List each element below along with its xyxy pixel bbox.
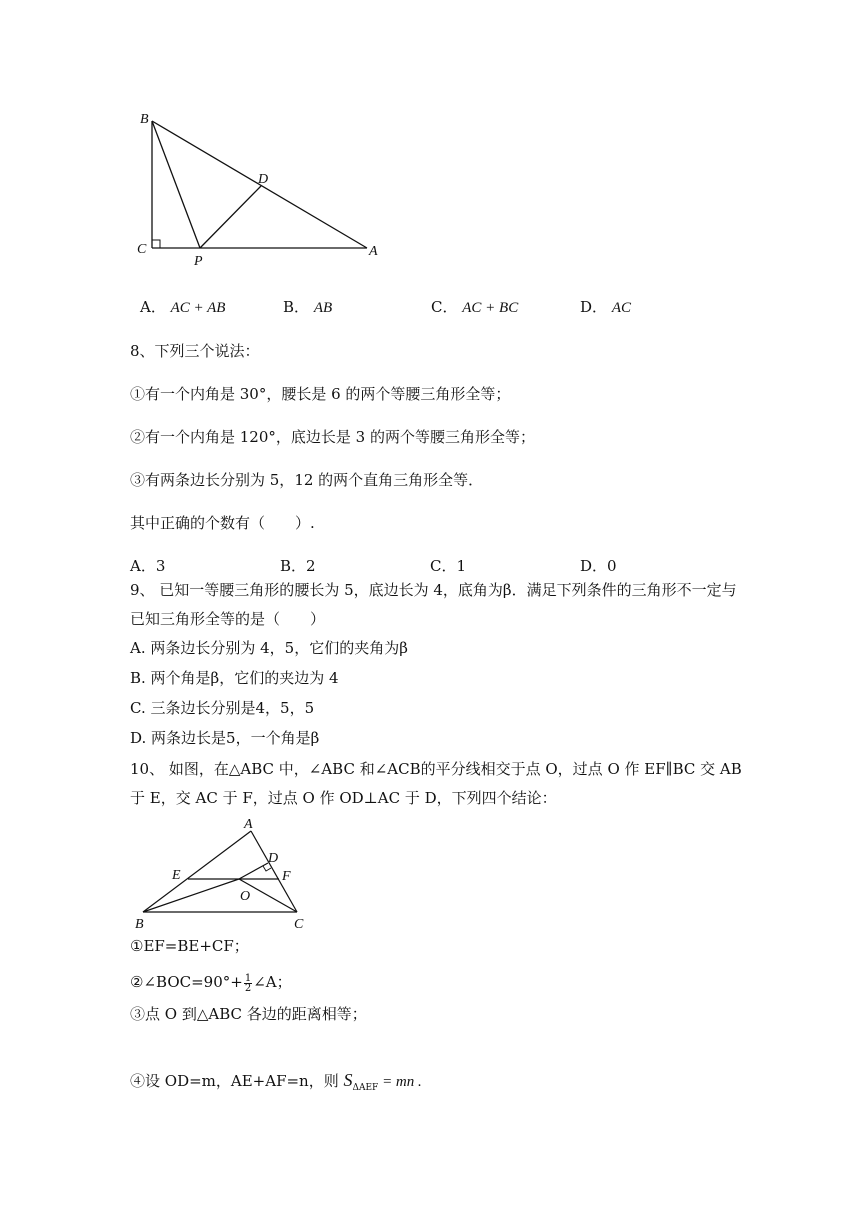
q9-option-c[interactable]: C. 三条边长分别是4，5，5 xyxy=(130,699,315,717)
q10-conclusion-1: ①EF=BE+CF； xyxy=(130,937,249,955)
q7-option-b[interactable]: B． AB xyxy=(283,298,333,316)
q8-option-a[interactable]: A．3 xyxy=(130,557,166,575)
q8-stem: 8、下列三个说法： xyxy=(130,342,260,360)
q8-option-b[interactable]: B．2 xyxy=(280,557,316,575)
q10-stem-line1: 10、 如图，在△ABC 中，∠ABC 和∠ACB的平分线相交于点 O，过点 O 作 EF∥BC 交 AB xyxy=(130,760,742,778)
q7-option-d[interactable]: D． AC xyxy=(580,298,631,316)
segment-bo xyxy=(143,879,239,912)
label-e: E xyxy=(172,868,181,883)
label-b: B xyxy=(135,917,144,932)
q9-option-d[interactable]: D. 两条边长是5，一个角是β xyxy=(130,729,320,747)
segment-ab xyxy=(143,831,251,912)
q9-stem-line1: 9、 已知一等腰三角形的腰长为 5，底边长为 4，底角为β．满足下列条件的三角形不一定与 xyxy=(130,581,737,599)
label-d: D xyxy=(258,172,269,187)
figure-triangle-abc xyxy=(130,812,320,936)
q8-item-2: ②有一个内角是 120°，底边长是 3 的两个等腰三角形全等； xyxy=(130,428,535,446)
label-c: C xyxy=(137,242,147,257)
right-angle-mark-d xyxy=(263,866,271,871)
q10-conclusion-3: ③点 O 到△ABC 各边的距离相等； xyxy=(130,1005,367,1023)
q10-stem-line2: 于 E，交 AC 于 F，过点 O 作 OD⊥AC 于 D，下列四个结论： xyxy=(130,789,557,807)
q7-option-a[interactable]: A． AC + AB xyxy=(140,298,226,316)
segment-od xyxy=(239,863,268,879)
label-d: D xyxy=(268,851,279,866)
q9-option-a[interactable]: A. 两条边长分别为 4，5，它们的夹角为β xyxy=(130,639,408,657)
label-c: C xyxy=(294,917,304,932)
q10-conclusion-2: ②∠BOC=90°+ $\frac{1}{2}$ ∠A； xyxy=(130,972,292,994)
q8-question: 其中正确的个数有（ ）. xyxy=(130,514,315,532)
q9-stem-line2: 已知三角形全等的是（ ） xyxy=(130,610,326,628)
label-p: P xyxy=(194,254,203,269)
q8-option-d[interactable]: D．0 xyxy=(580,557,617,575)
q10-conclusion-4: ④设 OD=m，AE+AF=n，则 $S_{\Delta AEF}$ = mn . xyxy=(130,1070,422,1093)
q7-option-c[interactable]: C． AC + BC xyxy=(431,298,519,316)
label-b: B xyxy=(140,112,149,127)
label-f: F xyxy=(282,869,291,884)
segment-bp xyxy=(152,121,200,248)
label-o: O xyxy=(240,889,251,904)
fraction-half: $\frac{1}{2}$ xyxy=(244,972,252,994)
figure-triangle-bca xyxy=(130,105,390,270)
right-angle-mark xyxy=(152,240,160,248)
segment-pd xyxy=(200,186,261,248)
q9-option-b[interactable]: B. 两个角是β，它们的夹边为 4 xyxy=(130,669,339,687)
label-a: A xyxy=(244,817,253,832)
q8-item-3: ③有两条边长分别为 5，12 的两个直角三角形全等． xyxy=(130,471,484,489)
label-a: A xyxy=(369,244,378,259)
q8-option-c[interactable]: C．1 xyxy=(430,557,467,575)
q8-item-1: ①有一个内角是 30°，腰长是 6 的两个等腰三角形全等； xyxy=(130,385,511,403)
